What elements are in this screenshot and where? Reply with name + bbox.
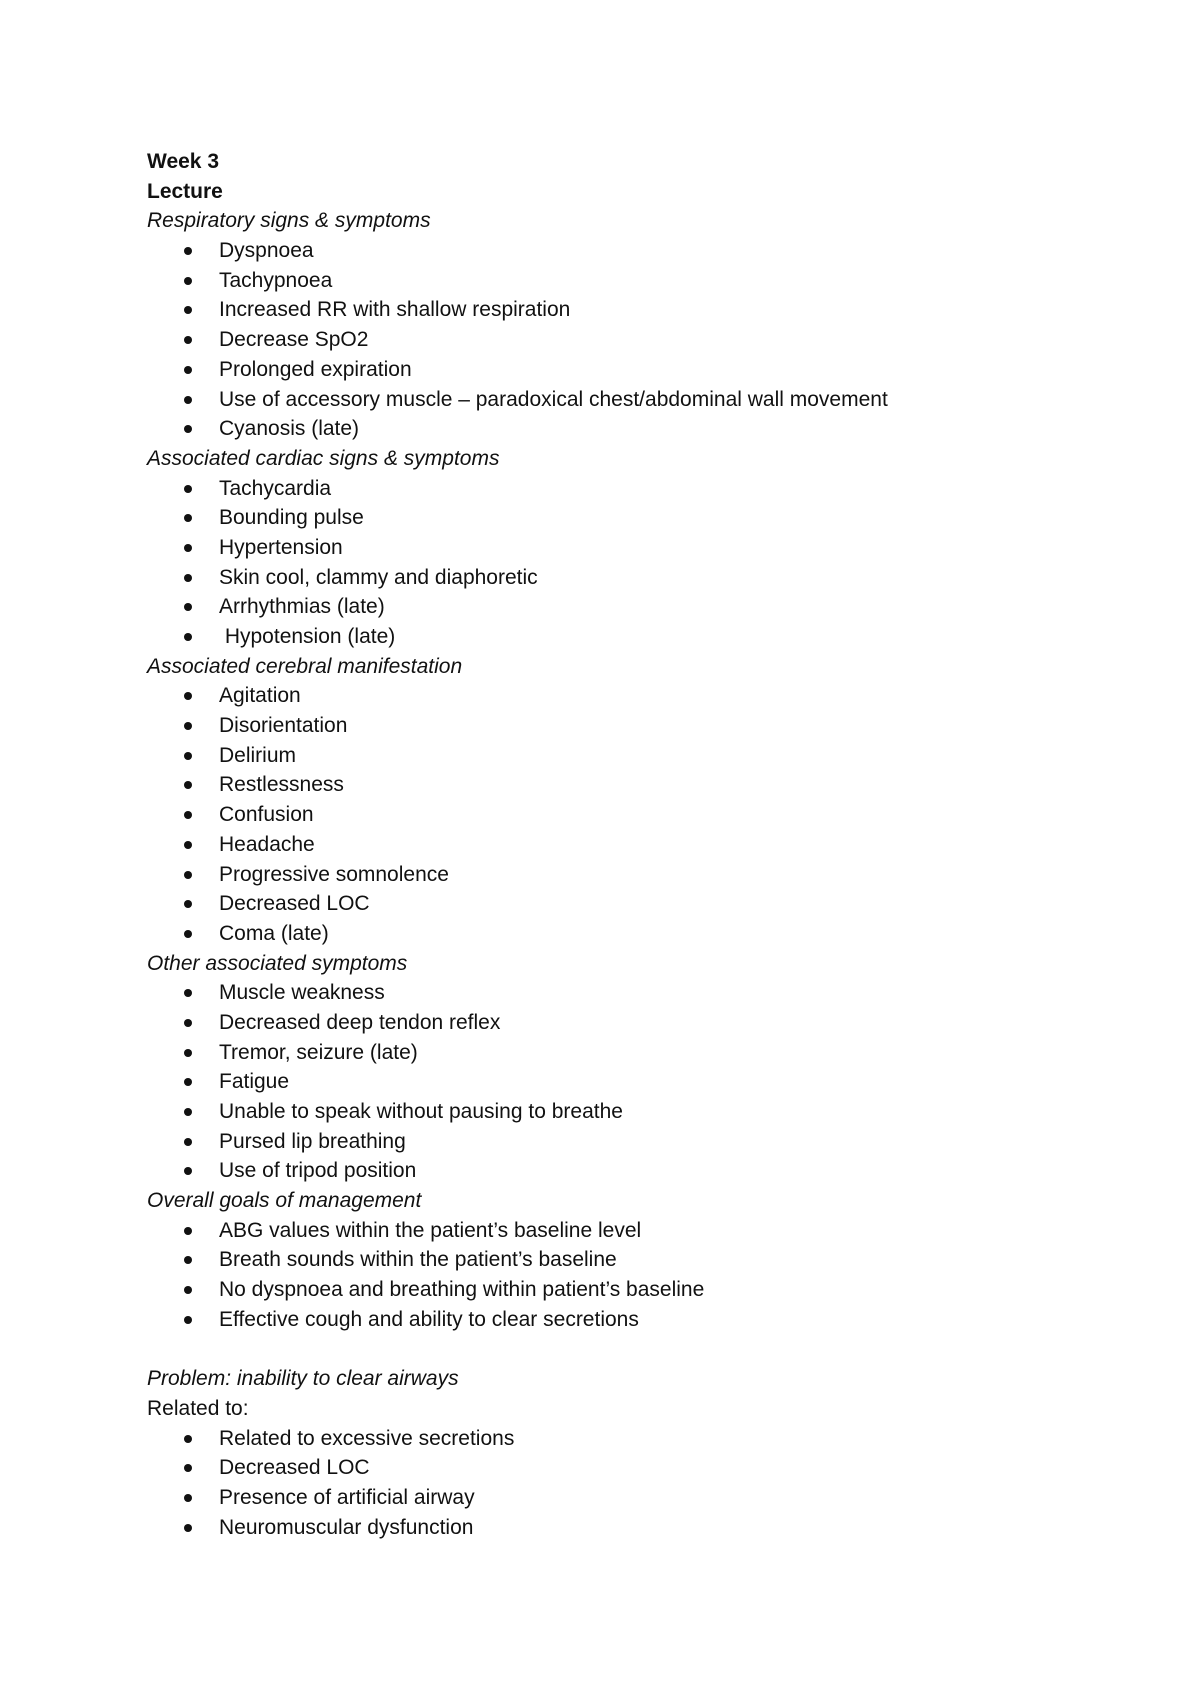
- bullet-text: Hypotension (late): [219, 625, 396, 648]
- bullet-item: [147, 1008, 1107, 1038]
- bullet-dot-icon: [184, 396, 192, 404]
- section-bullet-list: [147, 474, 1107, 652]
- bullet-text: Decreased LOC: [219, 1456, 370, 1480]
- bullet-text: Breath sounds within the patient’s baseline: [219, 1248, 617, 1272]
- bullet-text: Decreased LOC: [219, 892, 370, 916]
- section-bullet-list: [147, 1216, 1107, 1335]
- bullet-text: Bounding pulse: [219, 506, 364, 530]
- bullet-text: Presence of artificial airway: [219, 1485, 475, 1509]
- bullet-text: Delirium: [219, 743, 297, 767]
- bullet-text: Muscle weakness: [219, 981, 385, 1005]
- section-bullet-list: [147, 681, 1107, 948]
- bullet-item: [147, 563, 1107, 593]
- bullet-text: Pursed lip breathing: [219, 1129, 406, 1153]
- sections-container: [147, 206, 1107, 1334]
- bullet-item: [147, 503, 1107, 533]
- problem-bullet-list: [147, 1424, 1107, 1543]
- week-title: Week 3: [147, 150, 219, 173]
- bullet-dot-icon: [184, 1316, 192, 1324]
- bullet-dot-icon: [184, 781, 192, 789]
- bullet-item: [147, 1424, 1107, 1454]
- bullet-item: [147, 860, 1107, 890]
- bullet-text: Neuromuscular dysfunction: [219, 1515, 474, 1539]
- bullet-text: Dyspnoea: [219, 239, 314, 263]
- bullet-text: Disorientation: [219, 714, 348, 738]
- bullet-item: [147, 1453, 1107, 1483]
- bullet-dot-icon: [184, 425, 192, 433]
- bullet-dot-icon: [184, 1108, 192, 1116]
- bullet-dot-icon: [184, 485, 192, 493]
- bullet-text: Restlessness: [219, 773, 344, 797]
- bullet-text: Decreased deep tendon reflex: [219, 1010, 501, 1034]
- bullet-dot-icon: [184, 247, 192, 255]
- bullet-text: Use of tripod position: [219, 1159, 417, 1183]
- bullet-dot-icon: [184, 306, 192, 314]
- document-content: [147, 147, 1107, 1542]
- bullet-text: Agitation: [219, 684, 301, 708]
- section-heading: Associated cerebral manifestation: [147, 654, 463, 678]
- bullet-dot-icon: [184, 811, 192, 819]
- bullet-item: [147, 533, 1107, 563]
- bullet-text: Effective cough and ability to clear secretions: [219, 1307, 639, 1331]
- bullet-dot-icon: [184, 752, 192, 760]
- bullet-item: [147, 1156, 1107, 1186]
- bullet-item: [147, 1097, 1107, 1127]
- bullet-dot-icon: [184, 930, 192, 938]
- bullet-item: [147, 236, 1107, 266]
- bullet-text: Hypertension: [219, 535, 343, 559]
- bullet-item: [147, 1245, 1107, 1275]
- bullet-dot-icon: [184, 633, 192, 641]
- bullet-dot-icon: [184, 1256, 192, 1264]
- bullet-item: [147, 474, 1107, 504]
- bullet-item: [147, 1067, 1107, 1097]
- lecture-title: Lecture: [147, 179, 223, 203]
- bullet-dot-icon: [184, 692, 192, 700]
- bullet-text: Cyanosis (late): [219, 417, 360, 441]
- bullet-item: [147, 325, 1107, 355]
- bullet-dot-icon: [184, 1019, 192, 1027]
- bullet-text: Fatigue: [219, 1070, 290, 1094]
- bullet-item: [147, 711, 1107, 741]
- bullet-text: Use of accessory muscle – paradoxical chest/abdominal wall movement: [219, 387, 888, 411]
- bullet-text: Headache: [219, 832, 315, 856]
- bullet-dot-icon: [184, 1464, 192, 1472]
- bullet-text: Unable to speak without pausing to breathe: [219, 1100, 623, 1123]
- bullet-item: [147, 622, 1107, 652]
- bullet-item: [147, 889, 1107, 919]
- problem-heading: Problem: inability to clear airways: [147, 1367, 459, 1391]
- section-heading: Respiratory signs & symptoms: [147, 209, 431, 233]
- bullet-dot-icon: [184, 1286, 192, 1294]
- related-to-label: Related to:: [147, 1396, 249, 1420]
- bullet-text: Related to excessive secretions: [219, 1426, 515, 1450]
- bullet-text: Tachycardia: [219, 476, 332, 500]
- bullet-item: [147, 681, 1107, 711]
- bullet-text: Tremor, seizure (late): [219, 1040, 418, 1064]
- bullet-dot-icon: [184, 722, 192, 730]
- section-heading: Overall goals of management: [147, 1189, 422, 1213]
- bullet-item: [147, 741, 1107, 771]
- bullet-item: [147, 770, 1107, 800]
- bullet-item: [147, 592, 1107, 622]
- bullet-item: [147, 295, 1107, 325]
- blank-line: [147, 1335, 1107, 1365]
- bullet-dot-icon: [184, 871, 192, 879]
- bullet-text: Arrhythmias (late): [219, 595, 385, 619]
- bullet-text: Decrease SpO2: [219, 328, 369, 352]
- bullet-dot-icon: [184, 277, 192, 285]
- bullet-dot-icon: [184, 336, 192, 344]
- bullet-dot-icon: [184, 544, 192, 552]
- bullet-text: Tachypnoea: [219, 268, 333, 292]
- bullet-item: [147, 1305, 1107, 1335]
- bullet-item: [147, 414, 1107, 444]
- bullet-dot-icon: [184, 514, 192, 522]
- bullet-dot-icon: [184, 989, 192, 997]
- bullet-item: [147, 978, 1107, 1008]
- bullet-item: [147, 1216, 1107, 1246]
- bullet-dot-icon: [184, 1227, 192, 1235]
- section-bullet-list: [147, 236, 1107, 444]
- bullet-item: [147, 830, 1107, 860]
- bullet-item: [147, 800, 1107, 830]
- bullet-text: Prolonged expiration: [219, 357, 412, 381]
- bullet-text: Confusion: [219, 803, 314, 827]
- bullet-item: [147, 266, 1107, 296]
- bullet-dot-icon: [184, 1078, 192, 1086]
- bullet-item: [147, 1513, 1107, 1543]
- bullet-dot-icon: [184, 1524, 192, 1532]
- bullet-dot-icon: [184, 603, 192, 611]
- section-bullet-list: [147, 978, 1107, 1186]
- bullet-text: Progressive somnolence: [219, 862, 449, 886]
- section-heading: Associated cardiac signs & symptoms: [147, 446, 500, 470]
- section-heading: Other associated symptoms: [147, 951, 408, 975]
- bullet-text: ABG values within the patient’s baseline level: [219, 1218, 642, 1242]
- bullet-item: [147, 1127, 1107, 1157]
- bullet-item: [147, 355, 1107, 385]
- bullet-dot-icon: [184, 841, 192, 849]
- bullet-dot-icon: [184, 574, 192, 582]
- bullet-item: [147, 385, 1107, 415]
- bullet-text: Increased RR with shallow respiration: [219, 298, 571, 322]
- bullet-dot-icon: [184, 1049, 192, 1057]
- bullet-dot-icon: [184, 1435, 192, 1443]
- bullet-item: [147, 919, 1107, 949]
- bullet-item: [147, 1483, 1107, 1513]
- bullet-dot-icon: [184, 1494, 192, 1502]
- bullet-text: Skin cool, clammy and diaphoretic: [219, 565, 538, 589]
- bullet-text: Coma (late): [219, 921, 329, 945]
- bullet-dot-icon: [184, 1167, 192, 1175]
- bullet-text: No dyspnoea and breathing within patient’s baseline: [219, 1278, 705, 1302]
- bullet-dot-icon: [184, 900, 192, 908]
- bullet-item: [147, 1275, 1107, 1305]
- bullet-dot-icon: [184, 366, 192, 374]
- bullet-dot-icon: [184, 1138, 192, 1146]
- bullet-item: [147, 1038, 1107, 1068]
